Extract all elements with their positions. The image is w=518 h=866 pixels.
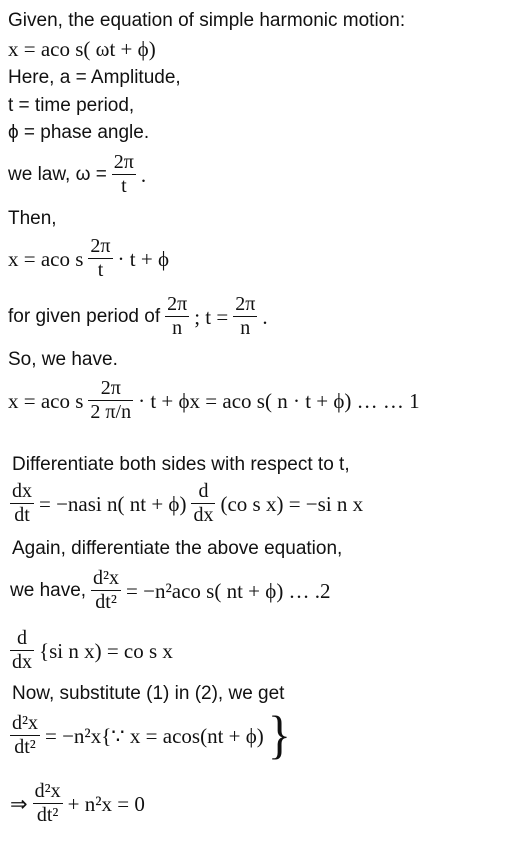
equation-1-denominator: 2 π/n xyxy=(90,401,132,423)
sin-derivative-fraction xyxy=(10,627,34,674)
d-dx-numerator: d xyxy=(191,480,215,504)
substituted-equation xyxy=(8,235,169,282)
result-numerator: d²x xyxy=(12,712,38,734)
omega-law-suffix: . xyxy=(140,162,147,187)
period-definition: t = time period, xyxy=(8,95,135,116)
second-derivative-denominator: dt² xyxy=(95,591,117,613)
amplitude-definition: Here, a = Amplitude, xyxy=(8,67,181,88)
result-suffix: = −n²x{∵ x = acos(nt + ϕ) xyxy=(45,723,264,748)
given-period-numerator-1: 2π xyxy=(167,293,188,315)
equation-2-line xyxy=(10,567,331,614)
given-period-denominator-2: n xyxy=(240,317,251,339)
then-line: Then, xyxy=(8,208,57,229)
equation-1-suffix: · t + ϕx = aco s( n · t + ϕ) … … 1 xyxy=(138,388,420,413)
equation-1-line xyxy=(8,377,420,424)
second-derivative-fraction xyxy=(91,567,121,614)
derivative-mid: = −nasi n( nt + ϕ) xyxy=(39,491,187,516)
final-fraction xyxy=(33,780,63,827)
sin-derivative-line xyxy=(10,627,173,674)
equation-2-prefix: we have, xyxy=(10,579,87,601)
d-dx-fraction xyxy=(191,480,215,527)
substituted-suffix: · t + ϕ xyxy=(117,246,170,271)
derivative-line xyxy=(10,480,363,527)
substituted-prefix: x = aco s xyxy=(8,246,84,271)
so-we-have-line: So, we have. xyxy=(8,349,118,370)
derivative-suffix: (co s x) = −si n x xyxy=(220,491,364,516)
final-equation-line xyxy=(10,780,145,827)
implies-symbol: ⇒ xyxy=(10,791,28,816)
substituted-fraction xyxy=(88,235,112,282)
final-denominator: dt² xyxy=(36,804,59,826)
equation-2-suffix: = −n²aco s( nt + ϕ) … .2 xyxy=(126,578,331,603)
given-period-numerator-2: 2π xyxy=(235,293,256,315)
omega-law-line xyxy=(8,151,146,198)
result-fraction xyxy=(10,712,40,759)
omega-fraction-numerator: 2π xyxy=(113,151,134,173)
substitute-line: Now, substitute (1) in (2), we get xyxy=(12,683,285,704)
given-period-fraction-1 xyxy=(165,293,189,340)
sin-derivative-suffix: {si n x) = co s x xyxy=(39,638,173,663)
sin-derivative-numerator: d xyxy=(10,627,34,651)
given-period-denominator-1: n xyxy=(172,317,183,339)
equation-1-prefix: x = aco s xyxy=(8,388,84,413)
result-denominator: dt² xyxy=(14,736,36,758)
closing-brace: } xyxy=(267,705,291,765)
shm-equation: x = aco s( ωt + ϕ) xyxy=(8,37,156,61)
substituted-result-line xyxy=(10,705,291,765)
dx-dt-numerator: dx xyxy=(12,480,32,502)
differentiate-line: Differentiate both sides with respect to t, xyxy=(12,454,350,475)
final-numerator: d²x xyxy=(34,780,61,802)
again-differentiate-line: Again, differentiate the above equation, xyxy=(12,538,343,559)
dx-dt-denominator: dt xyxy=(14,504,30,526)
given-period-mid: ; t = xyxy=(194,304,229,329)
given-period-suffix: . xyxy=(262,304,268,329)
intro-line: Given, the equation of simple harmonic motion: xyxy=(8,10,406,31)
given-period-line xyxy=(8,293,268,340)
omega-fraction-denominator: t xyxy=(121,175,127,197)
second-derivative-numerator: d²x xyxy=(93,567,120,589)
omega-fraction xyxy=(112,151,136,198)
substituted-denominator: t xyxy=(97,259,104,281)
equation-1-fraction xyxy=(88,377,133,424)
equation-1-numerator: 2π xyxy=(88,377,133,401)
dx-dt-fraction xyxy=(10,480,34,527)
phase-definition: ϕ = phase angle. xyxy=(8,122,150,143)
omega-law-prefix: we law, ω = xyxy=(8,163,107,185)
final-suffix: + n²x = 0 xyxy=(67,791,145,816)
given-period-prefix: for given period of xyxy=(8,305,161,327)
sin-derivative-denominator: dx xyxy=(12,651,32,673)
substituted-numerator: 2π xyxy=(90,235,111,257)
d-dx-denominator: dx xyxy=(193,504,214,526)
given-period-fraction-2 xyxy=(233,293,257,340)
